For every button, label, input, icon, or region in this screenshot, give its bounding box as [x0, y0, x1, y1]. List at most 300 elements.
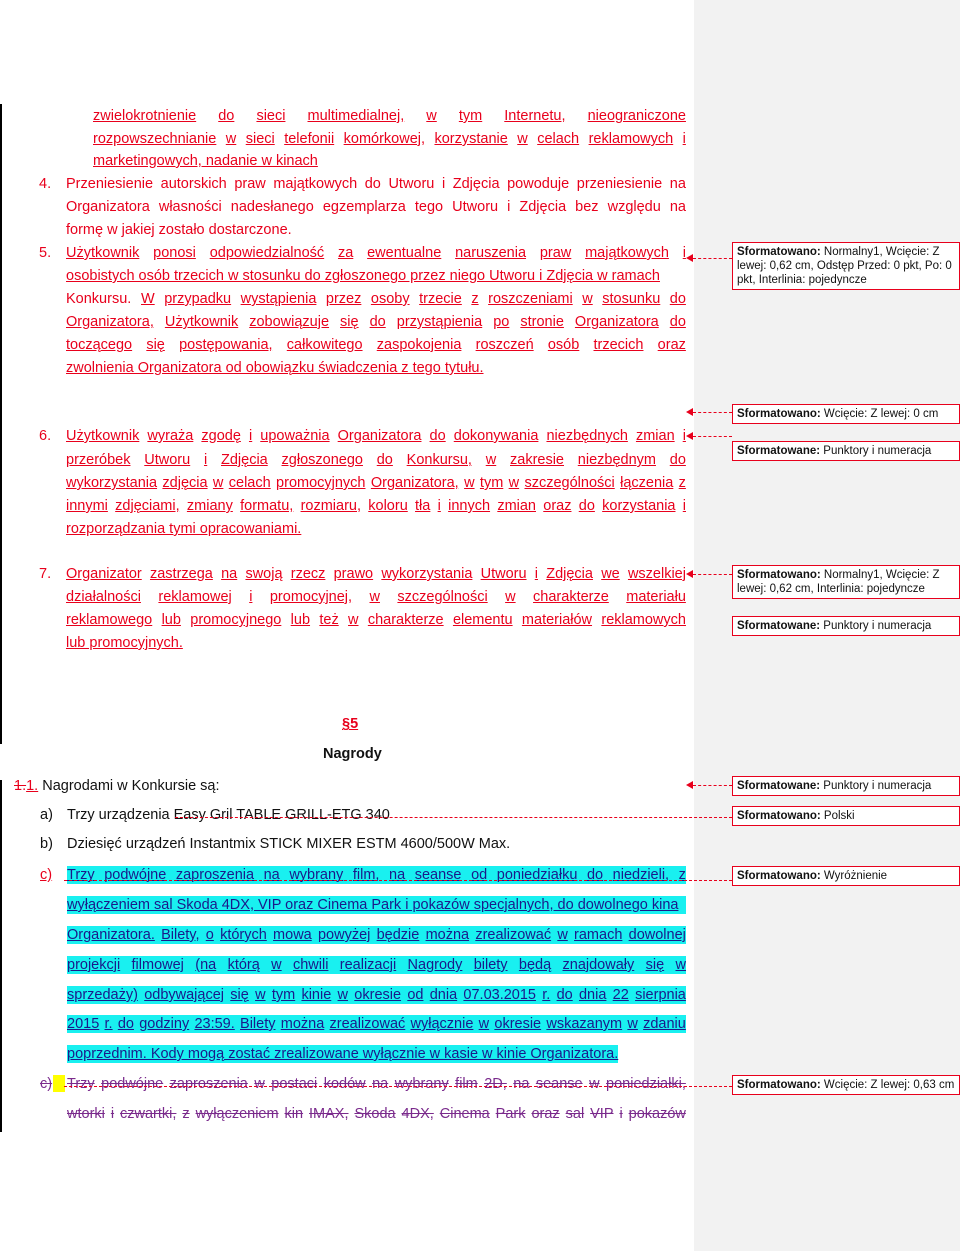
word: celach — [537, 131, 580, 147]
word: z — [678, 475, 686, 491]
format-comment-balloon[interactable] — [732, 866, 960, 886]
word: do — [669, 314, 686, 330]
word: naruszenia — [455, 245, 527, 261]
word: 2D, — [484, 1076, 507, 1092]
word: którą — [227, 957, 260, 973]
highlighted-line: poprzednim. Kody mogą zostać zrealizowane wyłącznie w kasie w kinie Organizatora. — [67, 1046, 619, 1062]
word: osoby — [370, 291, 410, 307]
word: zmian — [497, 498, 536, 514]
word: do — [669, 291, 686, 307]
word: wykorzystania — [66, 475, 158, 491]
word: na — [263, 867, 280, 883]
text-line: osobistych osób trzecich w stosunku do zgłoszonego przez niego Utworu i Zdjęcia w ramach — [66, 268, 660, 284]
word: zwielokrotnienie — [93, 108, 197, 124]
word: Trzy — [67, 867, 95, 883]
word: do — [578, 498, 595, 514]
word: od — [471, 867, 488, 883]
text-line — [66, 588, 686, 606]
word: 2015 — [67, 1016, 100, 1032]
word: będą — [518, 957, 552, 973]
word: dnia — [429, 987, 458, 1003]
word: (na — [195, 957, 217, 973]
section-number: §5 — [342, 716, 359, 732]
word: przystąpienia — [396, 314, 483, 330]
word: postępowania, — [179, 337, 273, 353]
text-line — [66, 611, 686, 629]
format-comment-balloon[interactable] — [732, 565, 960, 599]
word: formatu, — [240, 498, 294, 514]
highlighted-line: wyłączeniem sal Skoda 4DX, VIP oraz Cinema Park i pokazów specjalnych, do dowolnego kina — [67, 896, 686, 914]
word: kin — [284, 1106, 304, 1122]
highlighted-line — [67, 986, 686, 1004]
word: 22 — [612, 987, 629, 1003]
word: realizacji — [339, 957, 397, 973]
text-line — [66, 497, 686, 515]
word: projekcji — [67, 957, 121, 973]
word: zaproszenia — [175, 867, 255, 883]
word: komórkowej, — [343, 131, 426, 147]
word: Organizatora, — [370, 475, 459, 491]
comment-arrow — [686, 254, 693, 262]
word: i — [619, 1106, 623, 1122]
word: egzemplarza — [322, 199, 406, 215]
word: w — [254, 1076, 265, 1092]
word: Utworu — [144, 452, 191, 468]
word: i — [441, 176, 446, 192]
balloon-text: Punktory i numeracja — [823, 445, 932, 457]
word: oraz — [531, 1106, 560, 1122]
word: 23:59. — [194, 1016, 235, 1032]
word: kinie — [301, 987, 332, 1003]
comment-connector — [693, 574, 732, 575]
word: powoduje — [507, 176, 570, 192]
word: tła — [415, 498, 431, 514]
word: Utworu — [480, 566, 527, 582]
word: Użytkownik — [66, 428, 140, 444]
word: innymi — [66, 498, 108, 514]
comment-connector — [693, 412, 732, 413]
word: i — [437, 498, 441, 514]
word: r. — [104, 1016, 113, 1032]
word: bez — [575, 199, 599, 215]
word: powyżej — [317, 927, 371, 943]
word: zrealizować — [329, 1016, 406, 1032]
comment-connector — [175, 817, 732, 818]
word: w — [348, 612, 359, 628]
word: i — [682, 245, 686, 261]
word: stosunku — [602, 291, 661, 307]
word: i — [507, 199, 511, 215]
word: w — [508, 475, 520, 491]
word: z — [182, 1106, 190, 1122]
word: materiału — [626, 589, 686, 605]
word: w — [505, 589, 516, 605]
word: okresie — [494, 1016, 542, 1032]
comment-connector — [693, 785, 732, 786]
deleted-number: 1. — [14, 778, 27, 794]
word: w — [271, 957, 282, 973]
word: o — [205, 927, 214, 943]
word: zaspokojenia — [376, 337, 462, 353]
word: godziny — [139, 1016, 190, 1032]
word: okresie — [354, 987, 402, 1003]
word: 07.03.2015 — [463, 987, 536, 1003]
format-comment-balloon[interactable] — [732, 776, 960, 796]
word: Cinema — [439, 1106, 490, 1122]
word: Trzy — [67, 1076, 95, 1092]
word: względu — [607, 199, 661, 215]
word: filmowej — [131, 957, 184, 973]
word: niedzieli, — [612, 867, 670, 883]
word: dnia — [578, 987, 607, 1003]
word: Użytkownik — [164, 314, 239, 330]
word: do — [556, 987, 573, 1003]
balloon-heading: Sformatowane: — [737, 780, 821, 792]
word: po — [493, 314, 510, 330]
word: tego — [414, 199, 444, 215]
word: poniedziałku — [496, 867, 578, 883]
word: zdjęcia — [162, 475, 208, 491]
word: dowolnej — [628, 927, 686, 943]
word: można — [280, 1016, 325, 1032]
word: w — [212, 475, 224, 491]
list-number-4: 4. — [39, 176, 52, 192]
balloon-heading: Sformatowano: — [737, 408, 821, 420]
word: rzecz — [290, 566, 326, 582]
word: przeróbek — [66, 452, 131, 468]
format-comment-balloon[interactable] — [732, 242, 960, 290]
word: reklamowych — [601, 612, 686, 628]
comment-arrow — [686, 432, 693, 440]
word: w — [464, 475, 475, 491]
word: zastrzega — [149, 566, 213, 582]
word: ponosi — [153, 245, 196, 261]
word: praw — [539, 245, 572, 261]
word: multimedialnej, — [307, 108, 405, 124]
word: zmiany — [186, 498, 233, 514]
text-line — [66, 175, 686, 193]
word: Internetu, — [504, 108, 566, 124]
comment-arrow — [686, 781, 693, 789]
word: ramach — [574, 927, 623, 943]
word: zaproszenia — [169, 1076, 248, 1092]
word: Park — [495, 1106, 526, 1122]
word: wyraża — [147, 428, 194, 444]
list-label-b: b) — [40, 836, 53, 852]
text-line — [141, 290, 686, 308]
word: seanse — [535, 1076, 583, 1092]
word: do — [669, 452, 686, 468]
word: za — [337, 245, 354, 261]
word: wybrany — [394, 1076, 449, 1092]
word: się — [230, 987, 249, 1003]
word: się — [146, 337, 165, 353]
word: Użytkownik — [66, 245, 140, 261]
word: odpowiedzialność — [209, 245, 325, 261]
word: roszczeń — [475, 337, 534, 353]
word: tym — [479, 475, 504, 491]
deleted-line — [67, 1105, 686, 1123]
text-line: Konkursu. — [66, 291, 132, 307]
balloon-heading: Sformatowano: — [737, 246, 821, 258]
list-label-c: c) — [40, 867, 53, 883]
word: majątkowych — [273, 176, 358, 192]
word: Nagrody — [407, 957, 463, 973]
word: lub — [161, 612, 181, 628]
word: do — [429, 428, 446, 444]
word: też — [319, 612, 339, 628]
word: będzie — [376, 927, 420, 943]
format-comment-balloon[interactable] — [732, 1075, 960, 1095]
word: zgłoszonego — [281, 452, 363, 468]
word: których — [220, 927, 267, 943]
word: charakterze — [367, 612, 444, 628]
comment-arrow — [686, 570, 693, 578]
text-line — [66, 565, 686, 583]
word: przez — [325, 291, 362, 307]
word: tym — [271, 987, 296, 1003]
word: w — [675, 957, 686, 973]
word: na — [372, 1076, 389, 1092]
text-line — [66, 198, 686, 216]
word: odbywającej — [144, 987, 224, 1003]
highlighted-line — [67, 866, 686, 884]
word: zdjęciami, — [115, 498, 180, 514]
word: z — [471, 291, 479, 307]
comment-arrow — [686, 408, 693, 416]
word: reklamowych — [588, 131, 674, 147]
word: VIP — [590, 1106, 614, 1122]
word: i — [203, 452, 208, 468]
word: film — [455, 1076, 478, 1092]
word: pokazów — [628, 1106, 686, 1122]
section-title: Nagrody — [323, 746, 382, 762]
word: na — [221, 566, 238, 582]
word: dokonywania — [453, 428, 539, 444]
balloon-heading: Sformatowano: — [737, 569, 821, 581]
word: zdaniu — [643, 1016, 686, 1032]
text-line — [66, 244, 686, 262]
word: przeniesienie — [576, 176, 663, 192]
word: materiałów — [521, 612, 593, 628]
word: i — [248, 428, 253, 444]
word: szczególności — [524, 475, 615, 491]
prize-b: Dziesięć urządzeń Instantmix STICK MIXER ESTM 4600/500W Max. — [67, 836, 511, 852]
word: Konkursu, — [406, 452, 472, 468]
word: i — [534, 566, 538, 582]
text-line: lub promocyjnych. — [66, 635, 183, 651]
comment-connector — [64, 1086, 732, 1087]
deleted-line — [67, 1075, 686, 1093]
word: elementu — [452, 612, 513, 628]
balloon-heading: Sformatowano: — [737, 810, 821, 822]
word: Utworu — [452, 199, 499, 215]
word: podwójne — [104, 867, 167, 883]
comment-connector — [693, 436, 732, 437]
word: Bilety, — [161, 927, 200, 943]
word: poniedziałki, — [606, 1076, 686, 1092]
word: innych — [448, 498, 491, 514]
comment-connector — [64, 880, 732, 881]
word: celach — [228, 475, 271, 491]
word: sieci — [256, 108, 286, 124]
word: zobowiązuje — [249, 314, 330, 330]
word: oraz — [657, 337, 686, 353]
balloon-text: Wcięcie: Z lewej: 0 cm — [823, 408, 939, 420]
word: Zdjęcia — [546, 566, 593, 582]
word: w — [517, 131, 528, 147]
word: r. — [542, 987, 551, 1003]
format-comment-balloon[interactable] — [732, 404, 960, 424]
word: rozpowszechnianie — [93, 131, 217, 147]
balloon-heading: Sformatowano: — [737, 1079, 821, 1091]
word: do — [376, 452, 393, 468]
word: w — [255, 987, 266, 1003]
word: wszelkiej — [627, 566, 686, 582]
word: sprzedaży) — [67, 987, 138, 1003]
word: telefonii — [284, 131, 335, 147]
word: i — [682, 498, 686, 514]
word: trzecich — [593, 337, 644, 353]
word: koloru — [368, 498, 408, 514]
format-comment-balloon[interactable] — [732, 616, 960, 636]
word: promocyjnych — [276, 475, 366, 491]
word: lub — [290, 612, 311, 628]
word: i — [682, 131, 686, 147]
text-line — [66, 336, 686, 354]
word: stronie — [520, 314, 564, 330]
text-line — [93, 130, 686, 148]
word: w — [589, 1076, 600, 1092]
word: do — [586, 867, 604, 883]
word: rozmiaru, — [300, 498, 361, 514]
word: podwójne — [101, 1076, 164, 1092]
text-line — [66, 313, 686, 331]
word: i — [110, 1106, 115, 1122]
word: seanse — [414, 867, 462, 883]
word: zakresie — [510, 452, 564, 468]
word: się — [340, 314, 359, 330]
word: własności — [158, 199, 222, 215]
list-label-a: a) — [40, 807, 53, 823]
word: Organizatora — [66, 199, 150, 215]
word: i — [249, 589, 253, 605]
prizes-intro — [14, 777, 220, 795]
word: niezbędnych — [546, 428, 628, 444]
yellow-highlight-mark — [53, 1075, 65, 1092]
inserted-number: 1. — [26, 778, 39, 794]
word: do — [364, 176, 381, 192]
word: upoważnia — [260, 428, 330, 444]
word: zrealizować — [475, 927, 552, 943]
word: Zdjęcia — [221, 452, 268, 468]
word: Organizatora — [337, 428, 422, 444]
balloon-text: Punktory i numeracja — [823, 620, 932, 632]
word: oraz — [543, 498, 572, 514]
prizes-intro-text: Nagrodami w Konkursie są: — [38, 778, 220, 794]
highlighted-line — [67, 1015, 686, 1033]
format-comment-balloon[interactable] — [732, 806, 960, 826]
word: do — [117, 1016, 134, 1032]
word: IMAX, — [309, 1106, 349, 1122]
change-bar — [0, 104, 2, 744]
text-line: zwolnienia Organizatora od obowiązku świadczenia z tego tytułu. — [66, 360, 484, 376]
word: w — [582, 291, 593, 307]
word: wybrany — [289, 867, 344, 883]
word: na — [669, 176, 686, 192]
change-bar — [0, 780, 2, 1132]
word: Utworu — [388, 176, 435, 192]
word: na — [513, 1076, 530, 1092]
word: w — [557, 927, 568, 943]
word: można — [425, 927, 470, 943]
word: całkowitego — [286, 337, 363, 353]
word: w — [627, 1016, 638, 1032]
balloon-heading: Sformatowane: — [737, 620, 821, 632]
word: roszczeniami — [488, 291, 573, 307]
word: znajdowały — [562, 957, 635, 973]
word: reklamowego — [66, 612, 153, 628]
balloon-text: Wcięcie: Z lewej: 0,63 cm — [823, 1079, 955, 1091]
word: łączenia — [620, 475, 674, 491]
word: charakterze — [533, 589, 609, 605]
word: toczącego — [66, 337, 133, 353]
comment-connector — [693, 258, 732, 259]
balloon-text: Punktory i numeracja — [823, 780, 932, 792]
word: w — [225, 131, 237, 147]
format-comment-balloon[interactable] — [732, 441, 960, 461]
word: we — [601, 566, 620, 582]
word: film, — [352, 867, 380, 883]
word: wyłącznie — [410, 1016, 474, 1032]
word: czwartki, — [120, 1106, 177, 1122]
highlighted-line — [67, 956, 686, 974]
word: działalności — [66, 589, 141, 605]
word: Bilety — [240, 1016, 276, 1032]
word: w — [426, 108, 437, 124]
balloon-heading: Sformatowane: — [737, 445, 821, 457]
word: prawo — [333, 566, 374, 582]
list-number-6: 6. — [39, 428, 52, 444]
word: autorskich — [160, 176, 227, 192]
word: nadesłanego — [230, 199, 314, 215]
word: trzecie — [419, 291, 462, 307]
word: reklamowej — [158, 589, 232, 605]
text-line — [66, 474, 686, 492]
balloon-text: Polski — [823, 810, 855, 822]
word: sal — [565, 1106, 585, 1122]
text-line — [93, 107, 686, 125]
balloon-text: Normalny1, Wcięcie: Z lewej: 0,62 cm, Interlinia: pojedyncze — [737, 569, 940, 595]
word: szczególności — [397, 589, 488, 605]
balloon-text: Normalny1, Wcięcie: Z lewej: 0,62 cm, Odstęp Przed: 0 pkt, Po: 0 pkt, Interlinia: pojedyncze — [737, 246, 952, 286]
word: wyłączeniem — [195, 1106, 279, 1122]
text-line: marketingowych, nadanie w kinach — [93, 153, 318, 169]
word: korzystanie — [434, 131, 508, 147]
word: Organizator — [66, 566, 142, 582]
word: do — [369, 314, 386, 330]
word: na — [389, 867, 406, 883]
word: w — [369, 589, 380, 605]
word: Organizatora, — [66, 314, 154, 330]
word: Zdjęcia — [452, 176, 500, 192]
list-number-7: 7. — [39, 566, 52, 582]
text-line — [66, 427, 686, 445]
word: wskazanym — [546, 1016, 623, 1032]
word: do — [218, 108, 235, 124]
word: Przeniesienie — [66, 176, 154, 192]
word: promocyjnej, — [269, 589, 353, 605]
